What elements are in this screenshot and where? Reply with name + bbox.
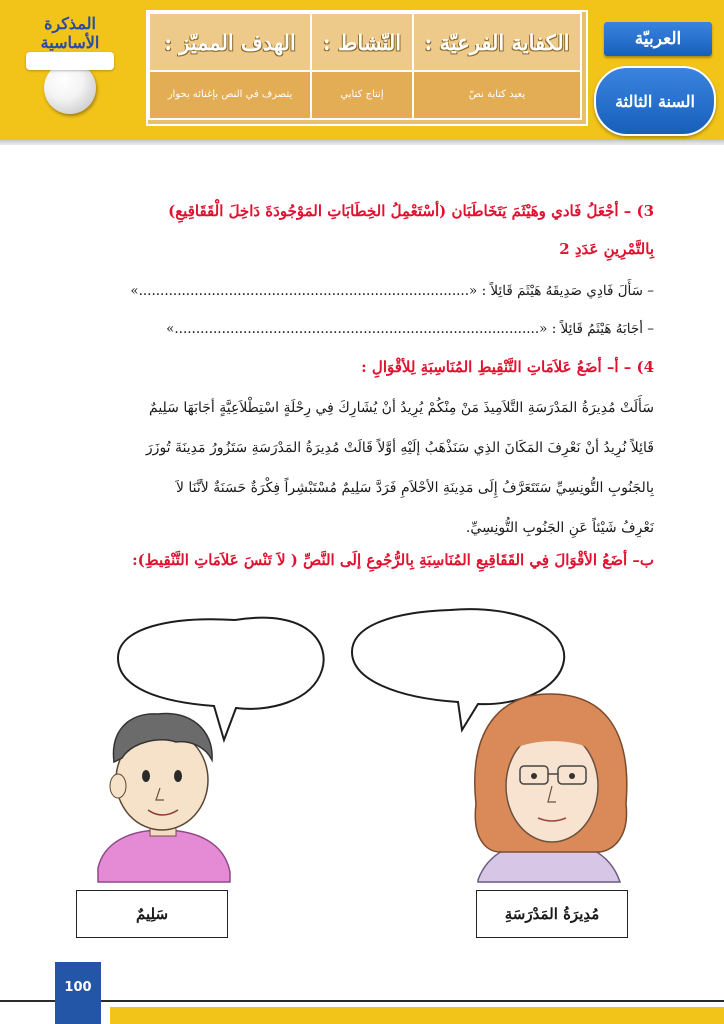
- page-number: 100: [55, 962, 101, 1024]
- year-badge: السنة الثالثة: [594, 66, 716, 136]
- footer-band: [110, 1007, 724, 1024]
- exercise3-instruction-cont: بِالتَّمْرِينِ عَدَدِ 2: [559, 240, 654, 258]
- exercise3-instruction: 3) – أجْعَلُ فَادي وهَيْثَمَ يَتَخَاطَبَان (أسْتَعْمِلُ الخِطَابَاتِ المَوْجُودَةَ دَاخِلَ الْقَقَاقِيعِ): [168, 202, 654, 220]
- logo: [14, 8, 126, 142]
- dialogue-illustration: [0, 590, 724, 890]
- woman-name-box: مُدِيرَةُ المَدْرَسَةِ: [476, 890, 628, 938]
- boy-name-box: سَلِيمٌ: [76, 890, 228, 938]
- objective-value: يتصرف في النص بإغنائه بحوار: [148, 70, 312, 120]
- activity-header: النّشاط :: [310, 12, 414, 72]
- objectives-table: [146, 10, 588, 126]
- paragraph-line: بِالجَنُوبِ التُّونِسِيِّ سَتَتَعَرَّفُ إِلَى مَدِينَةِ الأحْلاَمِ فَرَدَّ سَلِيمٌ مُسْتَبْشِراً فِكْرَةٌ حَسَنَةٌ لأنَّنَا لاَ: [175, 480, 654, 496]
- paragraph-line: قَائِلاً نُرِيدُ أنْ نَعْرِفَ المَكَانَ الذِي سَنَذْهَبُ إلَيْهِ أوَّلاً قَالَتْ مُدِيرَةُ المَدْرَسَةِ سَتَزُورُ مَدِينَةَ تُوزَرَ: [145, 440, 654, 456]
- exercise4-part-a: 4) – أ– أضَعُ عَلاَمَاتِ التَّنْقِيطِ المُنَاسِبَةِ لِلأقْوَالِ :: [361, 358, 654, 376]
- footer-line: [0, 1000, 724, 1002]
- competence-value: يعيد كتابة نصّ: [412, 70, 582, 120]
- paragraph-line: نَعْرِفُ شَيْئاً عَنِ الجَنُوبِ التُّونِسِيِّ.: [465, 520, 654, 536]
- paragraph-line: سَأَلَتْ مُدِيرَةُ المَدْرَسَةِ التَّلاَمِيذَ مَنْ مِنْكُمْ يُرِيدُ أنْ يُشَارِكَ فِي رِحْلَةٍ اسْتِطْلاَعِيَّةٍ أجَابَهَا سَلِيمٌ: [149, 400, 654, 416]
- boy-figure: [98, 713, 230, 882]
- objective-header: الهدف المميّز :: [148, 12, 312, 72]
- subject-badge: العربيّة: [604, 22, 712, 56]
- exercise4-part-b: ب– أضَعُ الأقْوَالَ فِي القَقَاقِيعِ المُنَاسِبَةِ بِالرُّجُوعِ إلَى النَّصِّ ( لاَ تَنْسَ عَلاَمَاتِ التَّنْقِيطِ):: [132, 551, 654, 569]
- logo-title: المذكرة الأساسية: [40, 14, 100, 52]
- competence-header: الكفاية الفرعيّة :: [412, 12, 582, 72]
- woman-figure: [475, 694, 627, 882]
- exercise4-paragraph: [54, 388, 654, 548]
- dialogue-line-1: – سَأَلَ فَادِي صَدِيقَهُ هَيْثَمَ قَائِلاً : «.............................................................................»: [130, 283, 654, 299]
- activity-value: إنتاج كتابي: [310, 70, 414, 120]
- pushpin-icon: [44, 62, 96, 114]
- dialogue-line-2: – أجَابَهُ هَيْثَمُ قَائِلاً : «.....................................................................................»: [166, 321, 654, 337]
